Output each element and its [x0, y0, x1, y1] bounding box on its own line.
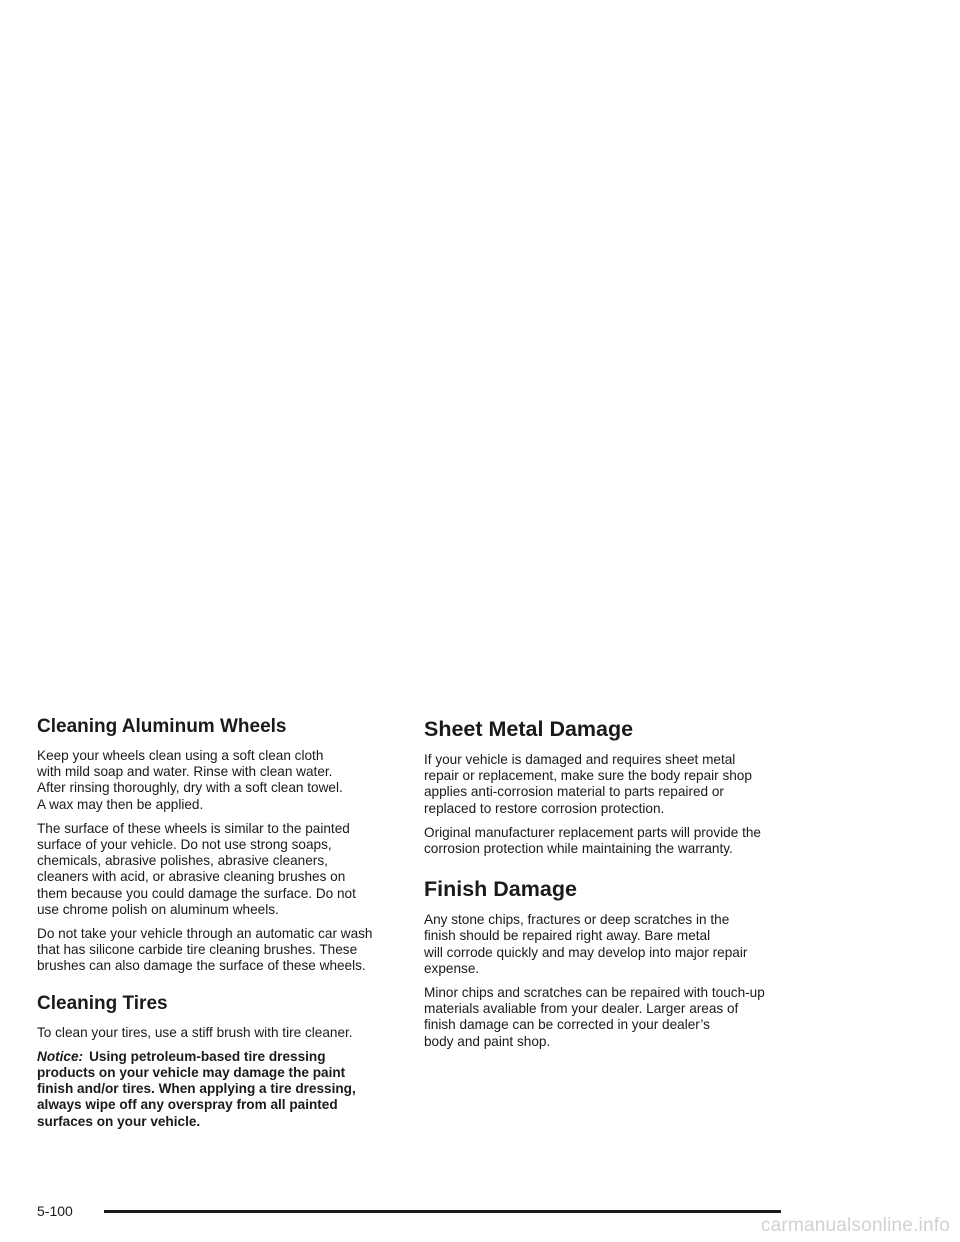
heading-finish-damage: Finish Damage — [424, 877, 577, 902]
sheet-metal-paragraph-1: If your vehicle is damaged and requires sheet metal repair or replacement, make sure the body repair shop applies anti-corrosion material to parts repaired or replaced to restore corrosion protection. — [424, 752, 752, 816]
left-column — [37, 716, 399, 1138]
aluminum-paragraph-3: Do not take your vehicle through an automatic car wash that has silicone carbide tire cleaning brushes. These brushes can also damage the surface of these wheels. — [37, 926, 373, 974]
aluminum-paragraph-1: Keep your wheels clean using a soft clean cloth with mild soap and water. Rinse with clean water. After rinsing thoroughly, dry with a soft clean towel. A wax may then be applied. — [37, 748, 343, 812]
notice-text: Using petroleum-based tire dressing products on your vehicle may damage the paint finish and/or tires. When applying a tire dressing, always wipe off any overspray from all painted surfaces on your vehicle. — [37, 1048, 356, 1129]
tires-paragraph-1: To clean your tires, use a stiff brush with tire cleaner. — [37, 1024, 353, 1040]
finish-paragraph-2: Minor chips and scratches can be repaired with touch-up materials avaliable from your dealer. Larger areas of finish damage can be corrected in your dealer’s body and paint shop. — [424, 985, 765, 1049]
footer-rule — [104, 1210, 781, 1213]
watermark: carmanualsonline.info — [760, 1215, 950, 1236]
finish-paragraph-1: Any stone chips, fractures or deep scratches in the finish should be repaired right away. Bare metal will corrode quickly and may develop into major repair expense. — [424, 912, 748, 976]
page-number: 5-100 — [37, 1203, 73, 1219]
right-column — [424, 717, 786, 1058]
tires-notice — [37, 1049, 399, 1130]
aluminum-paragraph-2: The surface of these wheels is similar to the painted surface of your vehicle. Do not use strong soaps, chemicals, abrasive polishes, abrasive cleaners, cleaners with acid, or abrasive cleaning brushes on them because you could damage the surface. Do not use chrome polish on aluminum wheels. — [37, 820, 356, 917]
heading-sheet-metal-damage: Sheet Metal Damage — [424, 717, 634, 741]
notice-label: Notice: — [37, 1048, 84, 1064]
heading-cleaning-tires: Cleaning Tires — [37, 992, 168, 1014]
sheet-metal-paragraph-2: Original manufacturer replacement parts will provide the corrosion protection while maintaining the warranty. — [424, 824, 761, 857]
heading-cleaning-aluminum-wheels: Cleaning Aluminum Wheels — [37, 716, 287, 737]
